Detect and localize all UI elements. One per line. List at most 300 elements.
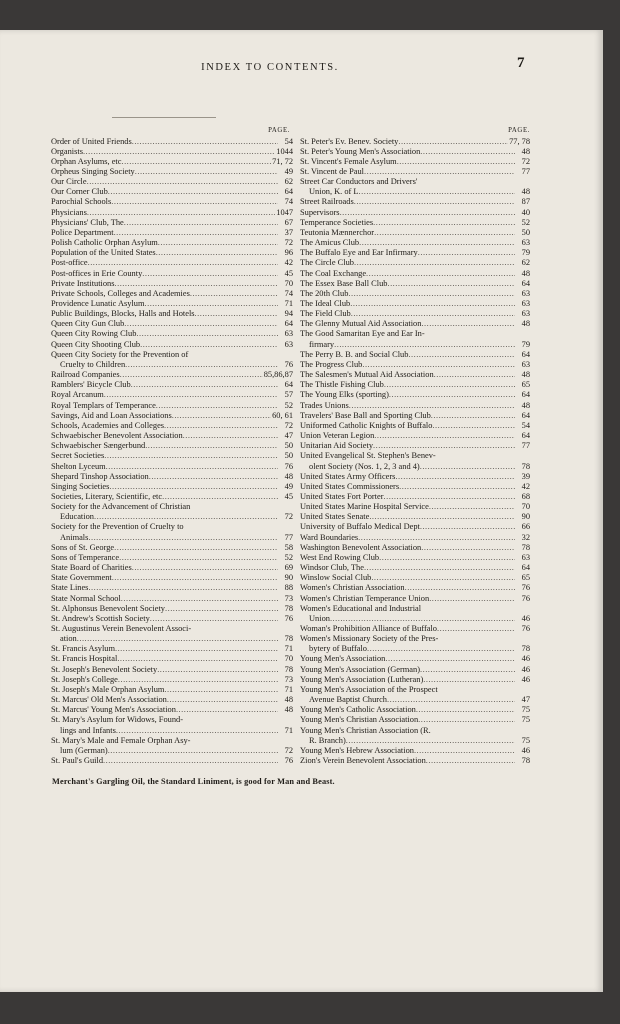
leader-dots (150, 614, 278, 624)
index-entry (300, 502, 530, 512)
index-entry (51, 553, 293, 563)
index-entry-page: 78 (521, 461, 530, 471)
index-entry (300, 401, 530, 411)
index-entry-page: 72 (284, 745, 293, 755)
index-entry-page: 76 (521, 583, 530, 593)
index-entry-name: St. Vincent's Female Asylum (300, 156, 397, 166)
index-entry-name: West End Rowing Club (300, 552, 380, 562)
index-entry-page: 76 (521, 593, 530, 603)
index-entry-page: 48 (521, 146, 530, 156)
index-entry-name: firmary (309, 339, 335, 349)
leader-dots (140, 340, 278, 350)
header-rule (112, 117, 216, 118)
index-entry-name: United Evangelical St. Stephen's Benev- (300, 451, 436, 461)
index-entry-page: 62 (521, 258, 530, 268)
index-entry-page: 78 (284, 634, 293, 644)
leader-dots (330, 614, 515, 624)
index-entry-page: 79 (521, 248, 530, 258)
index-entry (300, 553, 530, 563)
index-entry (300, 675, 530, 685)
index-entry-name: Queen City Gun Club (51, 319, 125, 329)
leader-dots (405, 583, 515, 593)
index-entry (51, 644, 293, 654)
index-entry-page: 1047 (276, 207, 293, 217)
index-entry-page: 63 (284, 329, 293, 339)
leader-dots (379, 553, 515, 563)
index-entry (51, 634, 293, 644)
page-header-title: INDEX TO CONTENTS. (201, 62, 339, 73)
leader-dots (183, 431, 278, 441)
index-entry (51, 411, 293, 421)
leader-dots (119, 553, 278, 563)
index-entry-page: 50 (284, 451, 293, 461)
leader-dots (149, 472, 278, 482)
index-entry-page: 77 (284, 532, 293, 542)
index-entry (51, 451, 293, 461)
index-entry-page: 64 (284, 380, 293, 390)
leader-dots (384, 380, 515, 390)
index-entry (51, 258, 293, 268)
index-entry-name: St. Marcus' Young Men's Association (51, 705, 176, 715)
leader-dots (156, 401, 278, 411)
index-entry-name: Young Men's Christian Association (300, 715, 419, 725)
index-entry-name: Royal Templars of Temperance (51, 400, 156, 410)
leader-dots (362, 360, 515, 370)
leader-dots (94, 512, 278, 522)
index-entry (51, 401, 293, 411)
page-column-label: PAGE. (268, 127, 290, 134)
index-entry-page: 77 (521, 441, 530, 451)
index-entry-name: Singing Societies (51, 481, 110, 491)
index-entry (300, 370, 530, 380)
index-entry (51, 441, 293, 451)
index-entry (300, 431, 530, 441)
index-entry-page: 77, 78 (509, 136, 530, 146)
index-entry-name: Our Corner Club (51, 187, 108, 197)
leader-dots (115, 644, 278, 654)
leader-dots (374, 431, 515, 441)
index-entry-name: The Field Club (300, 309, 351, 319)
index-entry-name: lum (German) (60, 745, 108, 755)
index-entry (51, 614, 293, 624)
index-entry-name: Society for the Prevention of Cruelty to (51, 522, 184, 532)
leader-dots (340, 208, 515, 218)
index-entry-page: 72 (284, 512, 293, 522)
page-column-label: PAGE. (508, 127, 530, 134)
index-entry-name: Supervisors (300, 207, 340, 217)
index-entry-page: 48 (521, 400, 530, 410)
index-entry-name: United States Marine Hospital Service (300, 502, 429, 512)
index-entry-page: 78 (284, 603, 293, 613)
index-entry-page: 64 (521, 431, 530, 441)
leader-dots (420, 665, 515, 675)
index-entry-name: Street Car Conductors and Drivers' (300, 177, 418, 187)
index-entry-name: Orpheus Singing Society (51, 166, 135, 176)
index-entry (300, 137, 530, 147)
index-entry (51, 299, 293, 309)
index-entry-name: Schools, Academies and Colleges (51, 420, 165, 430)
index-entries-right (300, 137, 530, 767)
index-entry (51, 604, 293, 614)
index-entry (300, 594, 530, 604)
index-entry-page: 37 (284, 227, 293, 237)
index-entry-page: 64 (521, 563, 530, 573)
index-entry-page: 42 (284, 258, 293, 268)
index-entry (300, 451, 530, 461)
index-entry (300, 756, 530, 766)
index-entry (300, 228, 530, 238)
index-entry-name: United States Fort Porter (300, 491, 384, 501)
leader-dots (354, 258, 515, 268)
index-entry-name: St. Paul's Guild (51, 756, 104, 766)
index-entry-name: Sons of St. George (51, 542, 115, 552)
index-entry-name: Physicians (51, 207, 87, 217)
index-entry-page: 79 (521, 339, 530, 349)
index-entry-name: Young Men's Association (German) (300, 664, 420, 674)
leader-dots (158, 238, 278, 248)
index-entry-name: Organists (51, 146, 83, 156)
index-entry (51, 289, 293, 299)
index-entry-name: Zion's Verein Benevolent Association (300, 756, 426, 766)
leader-dots (114, 543, 278, 553)
index-entry-name: Women's Christian Association (300, 583, 405, 593)
index-entry (51, 309, 293, 319)
index-entry (51, 431, 293, 441)
index-entry (300, 360, 530, 370)
index-entry (300, 329, 530, 339)
index-entry-name: ation (60, 634, 77, 644)
leader-dots (371, 573, 515, 583)
index-entry-name: Young Men's Association (300, 654, 386, 664)
index-entry (51, 187, 293, 197)
index-entry (300, 614, 530, 624)
index-entry-page: 54 (284, 136, 293, 146)
leader-dots (431, 411, 515, 421)
index-entry-name: The Coal Exchange (300, 268, 367, 278)
index-entry (300, 685, 530, 695)
leader-dots (408, 350, 515, 360)
index-entry (300, 746, 530, 756)
leader-dots (164, 685, 278, 695)
index-entry-name: Orphan Asylums, etc (51, 156, 122, 166)
index-entry-page: 60, 61 (272, 410, 293, 420)
index-entry (51, 238, 293, 248)
leader-dots (132, 137, 278, 147)
index-entry (51, 665, 293, 675)
index-entry-page: 78 (284, 664, 293, 674)
index-entry-page: 90 (284, 573, 293, 583)
index-entry-name: Ramblers' Bicycle Club (51, 380, 131, 390)
leader-dots (111, 197, 278, 207)
leader-dots (416, 705, 515, 715)
index-entry-page: 46 (521, 664, 530, 674)
leader-dots (350, 299, 515, 309)
index-entry-page: 63 (521, 288, 530, 298)
index-entry (51, 197, 293, 207)
index-entry (51, 624, 293, 634)
index-entry-page: 77 (521, 166, 530, 176)
index-entry (300, 736, 530, 746)
index-entry-page: 46 (521, 745, 530, 755)
index-entry-page: 78 (521, 644, 530, 654)
index-entry (300, 208, 530, 218)
index-entry-page: 85,86,87 (263, 370, 293, 380)
index-entry-name: Unitarian Aid Society (300, 441, 374, 451)
leader-dots (88, 258, 278, 268)
leader-dots (104, 451, 278, 461)
index-entry-page: 45 (284, 491, 293, 501)
footer-advertisement: Merchant's Gargling Oil, the Standard Liniment, is good for Man and Beast. (52, 777, 335, 786)
index-entry-page: 46 (521, 674, 530, 684)
index-entry-name: St. Francis Hospital (51, 654, 118, 664)
index-entry-page: 72 (284, 238, 293, 248)
index-entry (51, 370, 293, 380)
index-entry-page: 70 (284, 278, 293, 288)
index-entry (51, 675, 293, 685)
leader-dots (135, 167, 278, 177)
index-entry (300, 279, 530, 289)
leader-dots (426, 756, 515, 766)
index-entry-page: 78 (521, 756, 530, 766)
index-entry-page: 63 (521, 299, 530, 308)
leader-dots (423, 675, 515, 685)
index-entry-name: Shelton Lyceum (51, 461, 106, 471)
index-entry-page: 70 (284, 654, 293, 664)
index-entry (300, 482, 530, 492)
index-entry-page: 63 (521, 238, 530, 248)
index-entry-name: The Circle Club (300, 258, 354, 268)
index-column-left (51, 126, 293, 766)
index-entry-page: 64 (521, 349, 530, 359)
index-entry-name: Private Schools, Colleges and Academies (51, 288, 190, 298)
leader-dots (120, 370, 263, 380)
leader-dots (125, 360, 278, 370)
index-entry (51, 228, 293, 238)
index-entry-page: 88 (284, 583, 293, 593)
leader-dots (373, 218, 515, 228)
index-entry (51, 319, 293, 329)
index-entry-name: Royal Arcanum (51, 390, 104, 400)
index-entry-name: Trades Unions (300, 400, 349, 410)
index-entry-name: Woman's Prohibition Alliance of Buffalo (300, 624, 437, 633)
index-entry (300, 238, 530, 248)
leader-dots (421, 543, 515, 553)
leader-dots (389, 390, 515, 400)
index-entry (51, 594, 293, 604)
index-entry (51, 583, 293, 593)
leader-dots (88, 583, 278, 593)
leader-dots (358, 533, 515, 543)
index-entry-page: 63 (521, 552, 530, 562)
leader-dots (118, 675, 278, 685)
index-entry-page: 71 (284, 299, 293, 308)
index-entry-page: 50 (521, 227, 530, 237)
index-entry-page: 32 (521, 532, 530, 542)
index-entry (300, 522, 530, 532)
index-entry (300, 543, 530, 553)
leader-dots (395, 472, 515, 482)
index-entry-name: bytery of Buffalo (309, 644, 367, 654)
index-entry-name: State Normal School (51, 593, 121, 603)
index-entry-name: Women's Educational and Industrial (300, 603, 422, 613)
index-entry-page: 73 (284, 674, 293, 684)
index-entry-name: St. Peter's Ev. Benev. Society (300, 136, 399, 146)
index-entry-name: Polish Catholic Orphan Asylum (51, 238, 158, 248)
index-entry (51, 736, 293, 746)
leader-dots (145, 299, 278, 309)
index-entry-name: St. Joseph's College (51, 674, 118, 684)
index-entry-page: 48 (284, 705, 293, 715)
index-entry-page: 58 (284, 542, 293, 552)
index-entry-name: Savings, Aid and Loan Associations (51, 410, 172, 420)
index-entry-page: 49 (284, 481, 293, 491)
leader-dots (384, 492, 515, 502)
leader-dots (77, 634, 278, 644)
index-entry-name: Young Men's Association (Lutheran) (300, 674, 424, 684)
index-entry-name: State Board of Charities (51, 563, 132, 573)
index-entry (51, 573, 293, 583)
leader-dots (420, 147, 515, 157)
index-entry (51, 279, 293, 289)
index-entry (300, 177, 530, 187)
index-entry-page: 46 (521, 613, 530, 623)
leader-dots (165, 604, 278, 614)
index-entry-name: Order of United Friends (51, 136, 132, 146)
leader-dots (121, 594, 278, 604)
index-entry (300, 380, 530, 390)
index-entry-page: 67 (284, 217, 293, 227)
index-entry (51, 167, 293, 177)
leader-dots (131, 380, 278, 390)
index-entry-name: Women's Christian Temperance Union (300, 593, 430, 603)
leader-dots (142, 269, 278, 279)
index-entry (51, 157, 293, 167)
index-entry-page: 42 (521, 481, 530, 491)
index-entry-name: Railroad Companies (51, 370, 120, 380)
index-entry-page: 1044 (276, 146, 293, 156)
index-entry-page: 75 (521, 705, 530, 715)
leader-dots (87, 208, 275, 218)
index-entry-page: 74 (284, 197, 293, 207)
leader-dots (434, 370, 515, 380)
index-entry-page: 71 (284, 684, 293, 694)
index-entry-name: The Amicus Club (300, 238, 360, 248)
index-entry-name: The Buffalo Eye and Ear Infirmary (300, 248, 418, 258)
index-entry-name: Avenue Baptist Church (309, 695, 387, 705)
index-entry-page: 74 (284, 288, 293, 298)
index-entry-name: lings and Infants (60, 725, 116, 735)
leader-dots (117, 654, 278, 664)
leader-dots (397, 157, 515, 167)
index-entry (300, 492, 530, 502)
index-entry-name: Washington Benevolent Association (300, 542, 422, 552)
index-entry (300, 289, 530, 299)
leader-dots (414, 746, 515, 756)
leader-dots (164, 421, 278, 431)
index-entry (51, 390, 293, 400)
leader-dots (114, 228, 278, 238)
index-entry-page: 90 (521, 512, 530, 522)
index-entry-name: Queen City Shooting Club (51, 339, 141, 349)
index-entry-name: Union (309, 613, 330, 623)
index-entry-page: 47 (284, 431, 293, 441)
index-entry-name: Parochial Schools (51, 197, 112, 207)
index-entry-name: Temperance Societies (300, 217, 374, 227)
index-entry-name: The Good Samaritan Eye and Ear In- (300, 329, 425, 339)
index-entry (300, 462, 530, 472)
index-entry-page: 63 (284, 339, 293, 349)
index-entry-page: 73 (284, 593, 293, 603)
index-entry-page: 52 (521, 217, 530, 227)
index-entry-name: St. Joseph's Male Orphan Asylum (51, 684, 165, 694)
leader-dots (437, 624, 515, 634)
index-entry (300, 563, 530, 573)
index-entry (51, 421, 293, 431)
leader-dots (106, 462, 278, 472)
leader-dots (385, 654, 515, 664)
index-entry-page: 69 (284, 563, 293, 573)
index-entry (300, 340, 530, 350)
index-entry-name: Queen City Rowing Club (51, 329, 137, 339)
index-entry-name: Post-office (51, 258, 88, 268)
index-entry-name: University of Buffalo Medical Dept (300, 522, 420, 532)
index-entry-name: Providence Lunatic Asylum (51, 299, 145, 308)
index-entry (300, 624, 530, 634)
index-entry-name: United States Senate (300, 512, 370, 522)
index-entry (300, 157, 530, 167)
index-entry (51, 522, 293, 532)
index-entry-page: 72 (284, 420, 293, 430)
index-entry (51, 218, 293, 228)
leader-dots (108, 187, 278, 197)
index-entry-page: 76 (284, 359, 293, 369)
index-entry-page: 96 (284, 248, 293, 258)
index-entry-page: 45 (284, 268, 293, 278)
index-entry-page: 71 (284, 644, 293, 654)
index-entry-name: Young Men's Association of the Prospect (300, 684, 438, 694)
index-entry (51, 726, 293, 736)
index-entry-name: Windsor Club, The (300, 563, 364, 573)
index-entry (300, 644, 530, 654)
index-entry-page: 52 (284, 400, 293, 410)
index-entry (51, 492, 293, 502)
index-entry (300, 197, 530, 207)
index-entry (300, 319, 530, 329)
leader-dots (108, 746, 278, 756)
index-entry (51, 533, 293, 543)
index-entry-name: The 20th Club (300, 288, 349, 298)
index-entry-name: Cruelty to Children (60, 359, 126, 369)
index-entry-page: 75 (521, 715, 530, 725)
index-entry (51, 746, 293, 756)
leader-dots (387, 279, 515, 289)
index-entry-name: The Young Elks (sporting) (300, 390, 389, 400)
index-entry-page: 48 (284, 695, 293, 705)
index-entry-page: 70 (521, 502, 530, 512)
index-entry (51, 248, 293, 258)
leader-dots (421, 319, 515, 329)
index-entry-page: 75 (521, 735, 530, 745)
index-entry-name: The Progress Club (300, 359, 363, 369)
leader-dots (364, 167, 515, 177)
index-entry-name: St. Francis Asylum (51, 644, 115, 654)
index-entry-name: Education (60, 512, 94, 522)
index-entry-page: 63 (521, 309, 530, 319)
index-entry-name: St. Peter's Young Men's Association (300, 146, 421, 156)
index-entry-page: 78 (521, 542, 530, 552)
index-entry-page: 64 (521, 410, 530, 420)
index-entry-name: St. Alphonsus Benevolent Society (51, 603, 165, 613)
